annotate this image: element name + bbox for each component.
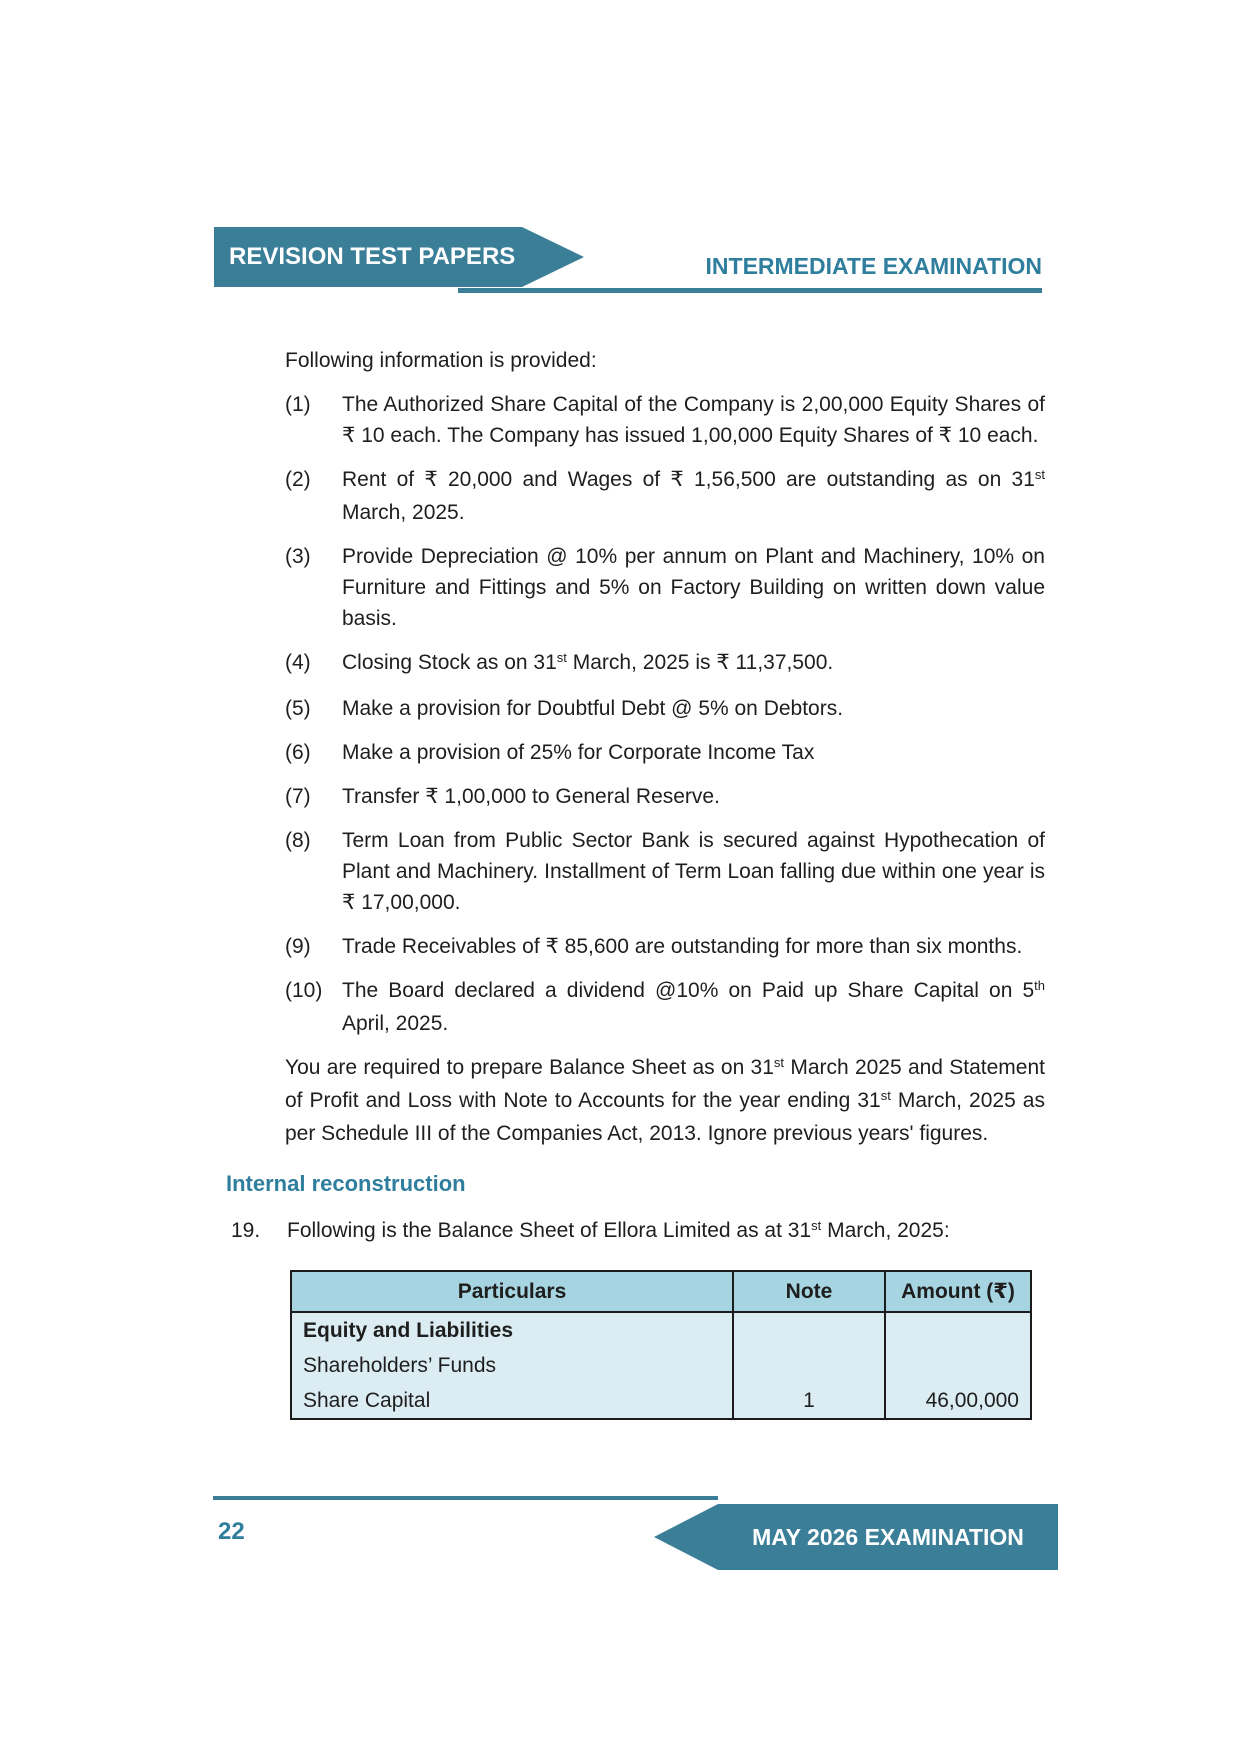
footer-banner-label: MAY 2026 EXAMINATION bbox=[752, 1524, 1024, 1550]
question-19 bbox=[231, 1215, 1045, 1248]
item-number: (3) bbox=[285, 545, 311, 568]
cell-note bbox=[733, 1312, 885, 1348]
item-text: Provide Depreciation @ 10% per annum on Plant and Machinery, 10% on Furniture and Fittings and 5% on Factory Building on written down value basis. bbox=[342, 545, 1045, 630]
table-row bbox=[291, 1312, 1031, 1348]
item-text: Make a provision for Doubtful Debt @ 5% on Debtors. bbox=[342, 697, 844, 720]
item-number: (7) bbox=[285, 785, 311, 808]
column-header-amount: Amount (₹) bbox=[885, 1271, 1031, 1312]
numbered-item bbox=[285, 541, 1045, 634]
item-text: Term Loan from Public Sector Bank is secured against Hypothecation of Plant and Machinery. Installment of Term Loan falling due within one year is ₹ 17,00,000. bbox=[342, 829, 1045, 914]
column-header-particulars: Particulars bbox=[291, 1271, 733, 1312]
cell-particulars: Equity and Liabilities bbox=[291, 1312, 733, 1348]
may-2026-examination-banner bbox=[718, 1504, 1058, 1570]
numbered-item bbox=[285, 781, 1045, 812]
table-header-row bbox=[291, 1271, 1031, 1312]
table-row bbox=[291, 1348, 1031, 1383]
footer-rule bbox=[213, 1496, 718, 1500]
item-number: (10) bbox=[285, 979, 323, 1002]
intro-line: Following information is provided: bbox=[285, 349, 597, 372]
item-number: (9) bbox=[285, 935, 311, 958]
cell-amount: 46,00,000 bbox=[885, 1383, 1031, 1419]
item-text: Rent of ₹ 20,000 and Wages of ₹ 1,56,500 are outstanding as on 31st March, 2025. bbox=[342, 466, 1045, 524]
question-content bbox=[0, 345, 1241, 1420]
exam-title: INTERMEDIATE EXAMINATION bbox=[705, 253, 1042, 279]
question-text: Following is the Balance Sheet of Ellora Limited as at 31st March, 2025: bbox=[287, 1217, 950, 1242]
cell-note bbox=[733, 1348, 885, 1383]
item-text: Trade Receivables of ₹ 85,600 are outstanding for more than six months. bbox=[342, 935, 1023, 958]
banner-left-arrow-icon bbox=[654, 1504, 718, 1570]
cell-particulars: Shareholders’ Funds bbox=[291, 1348, 733, 1383]
numbered-item bbox=[285, 975, 1045, 1039]
question-number: 19. bbox=[231, 1219, 261, 1242]
column-header-note: Note bbox=[733, 1271, 885, 1312]
section-heading: Internal reconstruction bbox=[226, 1171, 466, 1196]
cell-note: 1 bbox=[733, 1383, 885, 1419]
numbered-item bbox=[285, 693, 1045, 724]
item-text: The Board declared a dividend @10% on Paid up Share Capital on 5th April, 2025. bbox=[342, 977, 1045, 1035]
cell-amount bbox=[885, 1312, 1031, 1348]
numbered-item bbox=[285, 825, 1045, 918]
numbered-item bbox=[285, 389, 1045, 451]
item-text: The Authorized Share Capital of the Company is 2,00,000 Equity Shares of ₹ 10 each. The Company has issued 1,00,000 Equity Shares of ₹ 10 each. bbox=[342, 393, 1045, 447]
title-underline bbox=[458, 288, 1042, 293]
revision-test-papers-label: REVISION TEST PAPERS bbox=[229, 243, 516, 270]
requirement-paragraph: You are required to prepare Balance Sheet as on 31st March 2025 and Statement of Profit and Loss with Note to Accounts for the year ending 31st March, 2025 as per Schedule III of the Companies Act, 2013. Ignore previous years' figures. bbox=[285, 1054, 1045, 1145]
item-text: Transfer ₹ 1,00,000 to General Reserve. bbox=[342, 785, 720, 808]
numbered-item bbox=[285, 464, 1045, 528]
item-number: (4) bbox=[285, 651, 311, 674]
numbered-item bbox=[285, 737, 1045, 768]
banner-right-arrow-icon bbox=[522, 227, 584, 287]
table-row bbox=[291, 1383, 1031, 1419]
item-number: (1) bbox=[285, 393, 311, 416]
item-text: Make a provision of 25% for Corporate Income Tax bbox=[342, 741, 815, 764]
revision-test-papers-banner bbox=[214, 227, 522, 287]
cell-particulars: Share Capital bbox=[291, 1383, 733, 1419]
item-number: (6) bbox=[285, 741, 311, 764]
item-text: Closing Stock as on 31st March, 2025 is ₹ 11,37,500. bbox=[342, 649, 834, 674]
item-number: (2) bbox=[285, 468, 311, 491]
item-number: (5) bbox=[285, 697, 311, 720]
numbered-item bbox=[285, 931, 1045, 962]
page-number: 22 bbox=[218, 1518, 245, 1545]
cell-amount bbox=[885, 1348, 1031, 1383]
numbered-items bbox=[0, 389, 1241, 1039]
item-number: (8) bbox=[285, 829, 311, 852]
balance-sheet-table bbox=[290, 1270, 1032, 1420]
numbered-item bbox=[285, 647, 1045, 680]
